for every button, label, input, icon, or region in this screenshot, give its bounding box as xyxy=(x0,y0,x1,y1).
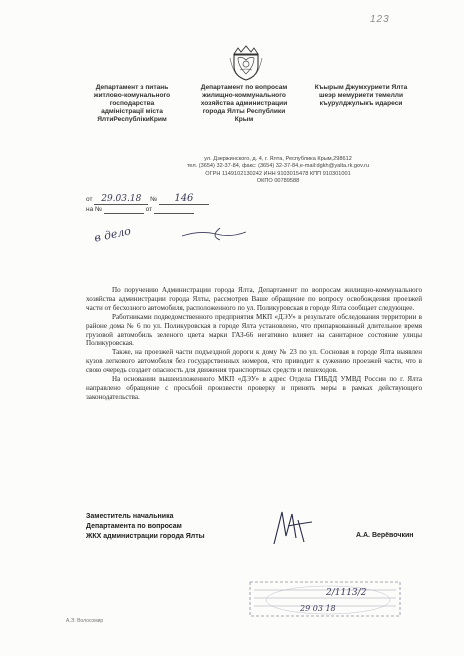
signatory-title-line: Заместитель начальника xyxy=(86,513,174,520)
registration-date-row xyxy=(86,193,209,205)
header-line: Департамент по вопросам xyxy=(200,84,288,91)
handwritten-scribble xyxy=(180,226,250,242)
header-line: ЯлтиРеспублікиКрим xyxy=(97,116,167,123)
executor-name: А.Э. Волосомир xyxy=(66,618,104,624)
signatory-title-line: Департамента по вопросам xyxy=(86,523,182,530)
ref-from: от xyxy=(145,206,153,213)
number-field xyxy=(159,193,209,205)
signatory-title xyxy=(86,512,205,542)
header-left-ukrainian xyxy=(76,84,188,124)
stamp-date: 29 03 18 xyxy=(300,604,336,613)
ref-date-field xyxy=(154,206,194,214)
handwritten-note: в дело xyxy=(93,224,132,245)
header-line: шеэр мемуриети темелли xyxy=(318,92,404,99)
contact-address: ул. Дзержинского, д. 4, г. Ялта, Республика Крым,298612 xyxy=(204,156,352,162)
body-paragraph: Работниками подведомственного предприятия МКП «ДЭУ» в результате обследования территории в районе дома № 6 по ул. Поликуровская в городе Ялта установлено, что припаркованный длительное время грузовой автомобиль зеленого цвета марки ГАЗ-66 негативно влияет на санитарное состояние улицы Поликуровская. xyxy=(86,312,422,348)
header-line: къурулджулыкъ идареси xyxy=(319,100,403,107)
header-line: житлово-комунального xyxy=(93,92,171,99)
header-line: Крым xyxy=(234,116,254,123)
date-field xyxy=(94,194,148,205)
ref-number-field xyxy=(104,206,144,214)
number-value: 146 xyxy=(174,193,194,204)
header-line: жилищно-коммунального xyxy=(202,92,286,99)
letter-body xyxy=(86,286,422,402)
header-center-russian xyxy=(192,84,296,124)
header-line: господарства xyxy=(109,100,155,107)
registration-stamp xyxy=(248,580,408,620)
header-line: адміністрації міста xyxy=(101,108,163,115)
header-right-crimean-tatar xyxy=(302,84,420,108)
contact-okpo: ОКПО 00789588 xyxy=(256,178,300,185)
contact-block xyxy=(178,156,378,186)
signatory-name: А.А. Верёвочкин xyxy=(356,532,414,539)
handwritten-signature xyxy=(268,508,318,548)
signatory-title-line: ЖКХ администрации города Ялты xyxy=(86,533,205,540)
header-line: Департамент з питань xyxy=(95,84,169,91)
stamp-number: 2/1113/2 xyxy=(326,588,367,598)
coat-of-arms-icon xyxy=(228,44,264,82)
number-prefix: № xyxy=(150,196,158,203)
date-value: 29.03.18 xyxy=(101,194,142,204)
header-line: Къырым Джумхуриети Ялта xyxy=(314,84,408,91)
header-line: города Ялты Республики xyxy=(202,108,286,115)
ref-prefix: на № xyxy=(86,206,102,213)
contact-phone: тел. (3654) 32-37-84, факс: (3654) 32-37-84,e-mail:dgkh@yalta.rk.gov.ru xyxy=(186,163,370,170)
page-number: 123 xyxy=(370,14,390,25)
body-paragraph: На основании вышеизложенного МКП «ДЭУ» в адрес Отдела ГИБДД УМВД России по г. Ялта направлено обращение с просьбой произвести проверку и принять меры в рамках действующего законодательства. xyxy=(86,375,422,401)
registration-ref-row xyxy=(86,206,194,214)
date-prefix: от xyxy=(86,196,93,203)
header-line: хозяйства администрации xyxy=(200,100,288,107)
body-paragraph: Также, на проезжей части подъездной дороги к дому № 23 по ул. Сосновая в городе Ялта выявлен кузов легкового автомобиля без государственных номеров, что приводит к сужению проезжей части, что в свою очередь создает опасность для движения транспортных средств и пешеходов. xyxy=(86,348,422,375)
contact-ids: ОГРН 1149102130242 ИНН 9103015478 КПП 910301001 xyxy=(205,170,351,177)
body-paragraph: По поручению Администрации города Ялта, Департамент по вопросам жилищно-коммунального хозяйства администрации города Ялты, рассмотрев Ваше обращение по вопросу освобождения проезжей части от бесхозного автомобиля, расположенного по ул. Поликуровская в городе Ялта сообщает следующее. xyxy=(86,286,422,312)
